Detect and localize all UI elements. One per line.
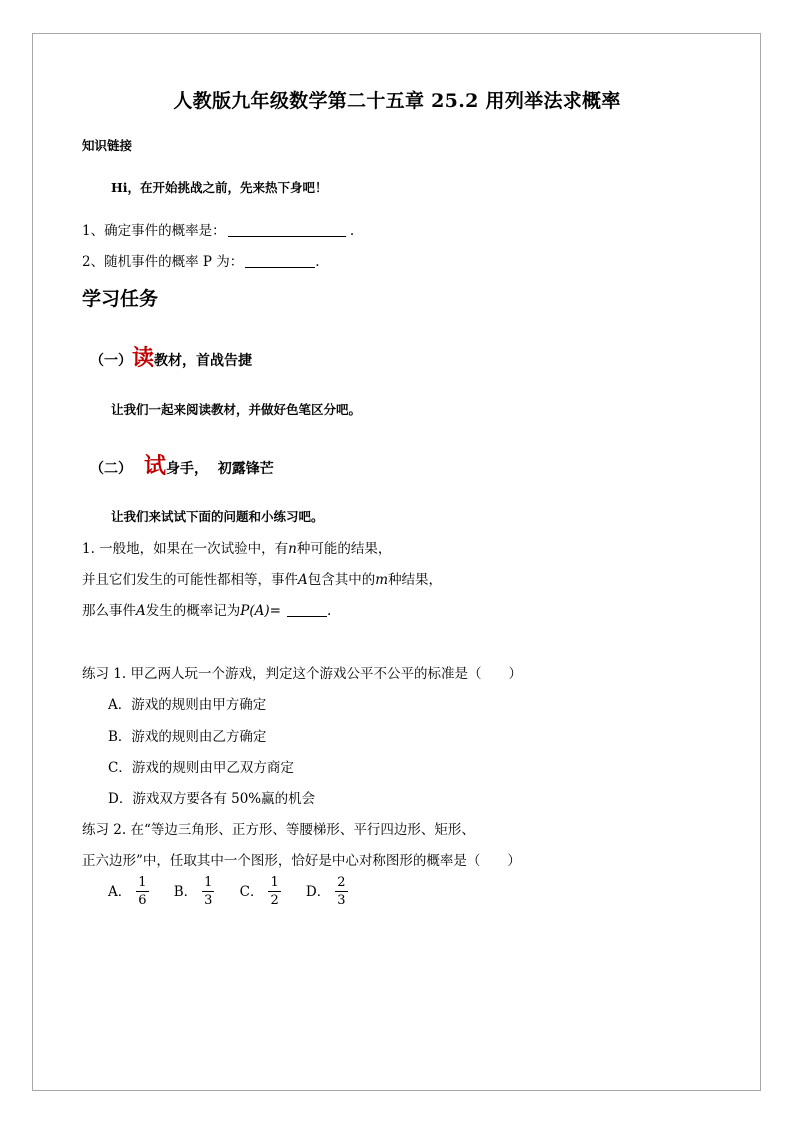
text: 并且它们发生的可能性都相等，事件	[82, 572, 298, 588]
part-title: 身手， 初露锋芒	[166, 461, 274, 477]
numerator: 2	[337, 875, 346, 890]
exercise-2-option-a[interactable]	[108, 875, 157, 908]
numerator: 1	[138, 875, 147, 890]
answer-blank[interactable]	[228, 222, 346, 237]
text: 包含其中的	[307, 572, 376, 588]
exercise-1-option-d[interactable]: D．游戏双方要各有 50%赢的机会	[108, 791, 316, 807]
numerator: 1	[270, 875, 279, 890]
text: 那么事件	[82, 603, 136, 619]
question-1-text: 1、确定事件的概率是：	[82, 223, 226, 239]
fraction	[268, 876, 280, 907]
equals-sign: =	[269, 603, 281, 619]
exercise-2-option-d[interactable]	[305, 875, 351, 908]
option-label: C．	[239, 884, 264, 900]
exercise-2-question-line-2: 正六边形”中，任取其中一个图形，恰好是中心对称图形的概率是（ ）	[82, 853, 521, 869]
numerator: 1	[204, 875, 213, 890]
fraction	[136, 876, 148, 907]
task-part-2-note: 让我们来试试下面的问题和小练习吧。	[111, 509, 324, 524]
answer-blank[interactable]	[245, 253, 315, 268]
learning-tasks-heading: 学习任务	[82, 288, 159, 310]
option-label: D．	[305, 884, 331, 900]
text: 发生的概率记为	[145, 603, 241, 619]
option-label: A．	[108, 884, 132, 900]
punctuation: .	[326, 603, 332, 619]
text: 种可能的结果，	[296, 541, 392, 557]
text: 1. 一般地，如果在一次试验中，有	[82, 541, 289, 557]
exercise-2-option-c[interactable]	[239, 875, 289, 908]
punctuation: .	[345, 223, 355, 239]
exercise-2-option-b[interactable]	[173, 875, 223, 908]
variable-a: A	[136, 603, 146, 619]
exercise-1-option-a[interactable]: A．游戏的规则由甲方确定	[108, 697, 267, 713]
highlight-char: 读	[132, 345, 155, 371]
problem-1-line-3	[82, 599, 331, 619]
task-part-1-heading	[90, 341, 252, 372]
probability-expression: P(A)	[240, 603, 270, 619]
variable-m: m	[375, 572, 389, 588]
exercise-2-question-line-1: 练习 2. 在“等边三角形、正方形、等腰梯形、平行四边形、矩形、	[82, 822, 475, 838]
denominator: 3	[204, 893, 213, 908]
warmup-intro: Hi，在开始挑战之前，先来热下身吧！	[111, 180, 328, 195]
document-title: 人教版九年级数学第二十五章 25.2 用列举法求概率	[173, 90, 621, 112]
task-part-1-note: 让我们一起来阅读教材，并做好色笔区分吧。	[111, 402, 362, 417]
text: 种结果，	[388, 572, 443, 588]
option-label: B．	[173, 884, 198, 900]
highlight-char: 试	[144, 453, 167, 479]
fraction	[202, 876, 214, 907]
question-2-text: 2、随机事件的概率 P 为：	[82, 254, 244, 270]
knowledge-question-2	[82, 250, 320, 270]
answer-blank[interactable]	[287, 602, 327, 617]
denominator: 2	[270, 893, 279, 908]
denominator: 3	[337, 893, 346, 908]
part-title: 教材，首战告捷	[154, 353, 253, 369]
variable-a: A	[298, 572, 308, 588]
knowledge-link-heading: 知识链接	[82, 138, 133, 153]
part-number: （一）	[90, 353, 132, 369]
knowledge-question-1	[82, 219, 354, 239]
fraction	[335, 876, 347, 907]
variable-n: n	[288, 541, 297, 557]
task-part-2-heading	[90, 449, 274, 480]
part-number: （二）	[90, 461, 132, 477]
exercise-1-option-c[interactable]: C．游戏的规则由甲乙双方商定	[108, 760, 294, 776]
denominator: 6	[138, 893, 147, 908]
problem-1-line-2	[82, 568, 442, 588]
exercise-2-options	[108, 876, 351, 907]
exercise-1-question: 练习 1. 甲乙两人玩一个游戏，判定这个游戏公平不公平的标准是（ ）	[82, 666, 522, 682]
punctuation: .	[315, 254, 320, 270]
exercise-1-option-b[interactable]: B．游戏的规则由乙方确定	[108, 729, 267, 745]
problem-1-line-1	[82, 537, 391, 557]
